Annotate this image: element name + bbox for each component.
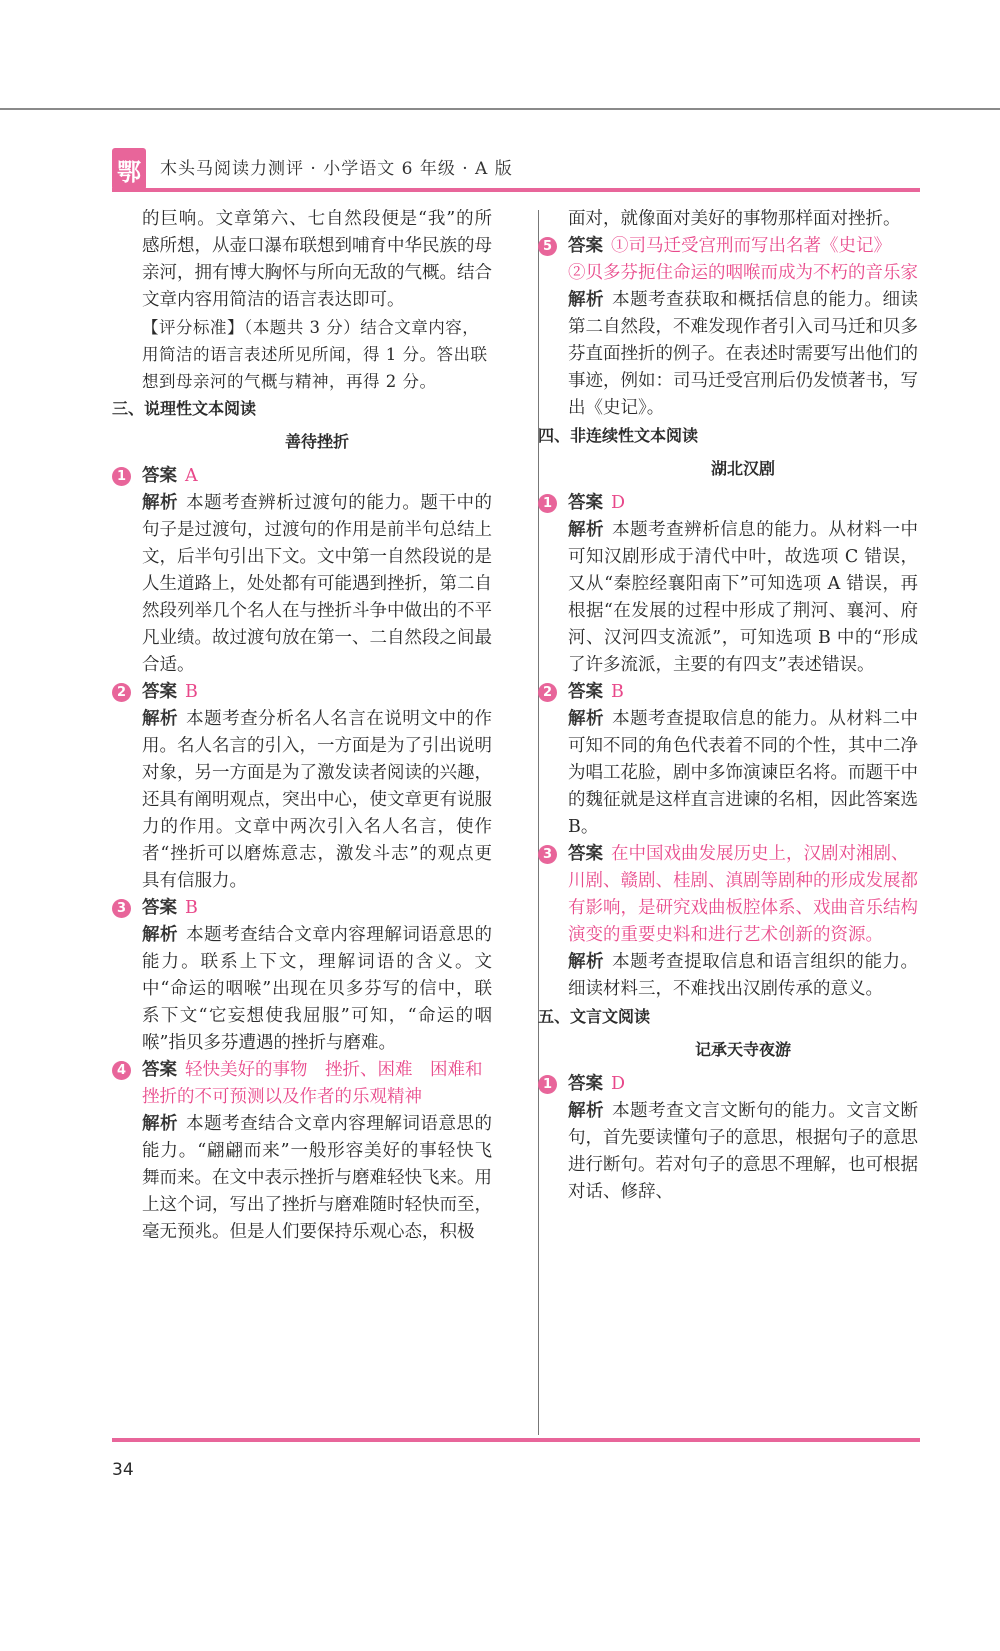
- analysis-label: 解析: [568, 1101, 605, 1121]
- answer-text: B: [611, 682, 624, 702]
- article-title-4: 湖北汉剧: [710, 459, 775, 478]
- column-divider: [538, 210, 539, 1435]
- page-header: [112, 148, 920, 192]
- analysis-1-wenyan: [568, 1098, 918, 1206]
- analysis-label: 解析: [568, 709, 605, 729]
- analysis-1-hanju: [568, 517, 918, 679]
- analysis-text: 本题考查结合文章内容理解词语意思的能力。联系上下文，理解词语的含义。文中“命运的咽喉”出现在贝多芬写的信中，联系下文“它妄想使我屈服”可知，“命运的咽喉”指贝多芬遭遇的挫折与磨难。: [142, 925, 493, 1053]
- section-heading-3: 三、说理性文本阅读: [112, 399, 257, 418]
- question-1-wenyan: [542, 1071, 918, 1098]
- question-number: 1: [538, 494, 557, 513]
- answer-text-2: ②贝多芬扼住命运的咽喉而成为不朽的音乐家: [568, 263, 918, 283]
- question-number: 2: [538, 683, 557, 702]
- answer-label: 答案: [142, 466, 177, 486]
- question-1-hanju: [542, 490, 918, 517]
- analysis-label: 解析: [568, 290, 605, 310]
- section-heading-5: 五、文言文阅读: [538, 1007, 651, 1026]
- article-title-3: 善待挫折: [284, 432, 349, 451]
- analysis-label: 解析: [142, 493, 179, 513]
- analysis-4: [142, 1111, 492, 1246]
- answer-text: A: [185, 466, 198, 486]
- header-rule: [112, 188, 920, 192]
- answer-text: B: [185, 682, 198, 702]
- question-number: 3: [112, 899, 131, 918]
- question-3: [116, 895, 492, 922]
- answer-text: ①司马迁受宫刑而写出名著《史记》: [611, 236, 891, 256]
- answer-label: 答案: [568, 1074, 603, 1094]
- answer-text: 轻快美好的事物 挫折、困难 困难和挫折的不可预测以及作者的乐观精神: [142, 1060, 483, 1107]
- analysis-text: 本题考查提取信息和语言组织的能力。细读材料三，不难找出汉剧传承的意义。: [568, 952, 919, 999]
- analysis-label: 解析: [568, 520, 605, 540]
- question-5: [542, 233, 918, 260]
- question-number: 4: [112, 1061, 131, 1080]
- question-2: [116, 679, 492, 706]
- analysis-label: 解析: [142, 925, 179, 945]
- book-title: 木头马阅读力测评 · 小学语文 6 年级 · A 版: [160, 159, 513, 179]
- left-column: [112, 206, 493, 1246]
- answer-label: 答案: [568, 682, 603, 702]
- answer-label: 答案: [142, 898, 177, 918]
- analysis-text: 本题考查辨析过渡句的能力。题干中的句子是过渡句，过渡句的作用是前半句总结上文，后半句引出下文。文中第一自然段说的是人生道路上，处处都有可能遇到挫折，第二自然段列举几个名人在与挫折斗争中做出的不平凡业绩。故过渡句放在第一、二自然段之间最合适。: [142, 493, 493, 675]
- analysis-text: 本题考查文言文断句的能力。文言文断句，首先要读懂句子的意思，根据句子的意思进行断句。若对句子的意思不理解，也可根据对话、修辞、: [568, 1101, 919, 1202]
- analysis-text: 本题考查结合文章内容理解词语意思的能力。“翩翩而来”一般形容美好的事轻快飞舞而来。在文中表示挫折与磨难轻快飞来。用上这个词，写出了挫折与磨难随时轻快而至，毫无预兆。但是人们要保持乐观心态，积极: [142, 1114, 493, 1242]
- answer-label: 答案: [568, 493, 603, 513]
- answer-label: 答案: [568, 844, 603, 864]
- analysis-text: 本题考查辨析信息的能力。从材料一中可知汉剧形成于清代中叶，故选项 C 错误，又从“秦腔经襄阳南下”可知选项 A 错误，再根据“在发展的过程中形成了荆河、襄河、府河、汉河四支流派”，可知选项 B 中的“形成了许多流派，主要的有四支”表述错误。: [568, 520, 919, 675]
- article-title-5: 记承天寺夜游: [694, 1040, 791, 1059]
- right-column: [538, 206, 919, 1206]
- continued-analysis: 面对，就像面对美好的事物那样面对挫折。: [568, 209, 901, 229]
- answer-text: D: [611, 493, 626, 513]
- analysis-text: 本题考查提取信息的能力。从材料二中可知不同的角色代表着不同的个性，其中二净为唱工花脸，剧中多饰演谏臣名将。而题干中的魏征就是这样直言进谏的名相，因此答案选 B。: [568, 709, 919, 837]
- answer-label: 答案: [142, 1060, 177, 1080]
- answer-label: 答案: [568, 236, 603, 256]
- analysis-5: [568, 287, 918, 422]
- top-rule: [0, 108, 1000, 110]
- analysis-2: [142, 706, 492, 895]
- section-heading-4: 四、非连续性文本阅读: [538, 426, 699, 445]
- analysis-3: [142, 922, 492, 1057]
- question-number: 3: [538, 845, 557, 864]
- question-4: [116, 1057, 492, 1111]
- analysis-label: 解析: [142, 1114, 179, 1134]
- question-number: 2: [112, 683, 131, 702]
- analysis-label: 解析: [568, 952, 605, 972]
- question-1: [116, 463, 492, 490]
- question-2-hanju: [542, 679, 918, 706]
- analysis-1: [142, 490, 492, 679]
- answer-label: 答案: [142, 682, 177, 702]
- analysis-text: 本题考查分析名人名言在说明文中的作用。名人名言的引入，一方面是为了引出说明对象，另一方面是为了激发读者阅读的兴趣，还具有阐明观点，突出中心，使文章更有说服力的作用。文章中两次引入名人名言，使作者“挫折可以磨炼意志，激发斗志”的观点更具有信服力。: [142, 709, 493, 891]
- answer-text: 在中国戏曲发展历史上，汉剧对湘剧、川剧、赣剧、桂剧、滇剧等剧种的形成发展都有影响，是研究戏曲板腔体系、戏曲音乐结构演变的重要史料和进行艺术创新的资源。: [568, 844, 918, 945]
- intro-paragraph: 的巨响。文章第六、七自然段便是“我”的所感所想，从壶口瀑布联想到哺育中华民族的母亲河，拥有博大胸怀与所向无敌的气概。结合文章内容用简洁的语言表达即可。: [142, 209, 492, 310]
- question-3-hanju: [542, 841, 918, 949]
- analysis-2-hanju: [568, 706, 918, 841]
- question-number: 5: [538, 237, 557, 256]
- scoring-criteria: 【评分标准】（本题共 3 分）结合文章内容，用简洁的语言表述所见所闻，得 1 分。答出联想到母亲河的气概与精神，再得 2 分。: [142, 318, 488, 391]
- answer-text: B: [185, 898, 198, 918]
- page-number: 34: [112, 1460, 134, 1480]
- analysis-3-hanju: [568, 949, 918, 1003]
- footer-rule: [112, 1438, 920, 1442]
- question-number: 1: [538, 1075, 557, 1094]
- analysis-label: 解析: [142, 709, 179, 729]
- question-number: 1: [112, 467, 131, 486]
- province-badge: 鄂: [112, 148, 146, 190]
- answer-text: D: [611, 1074, 626, 1094]
- analysis-text: 本题考查获取和概括信息的能力。细读第二自然段，不难发现作者引入司马迁和贝多芬直面挫折的例子。在表述时需要写出他们的事迹，例如：司马迁受宫刑后仍发愤著书，写出《史记》。: [568, 290, 919, 418]
